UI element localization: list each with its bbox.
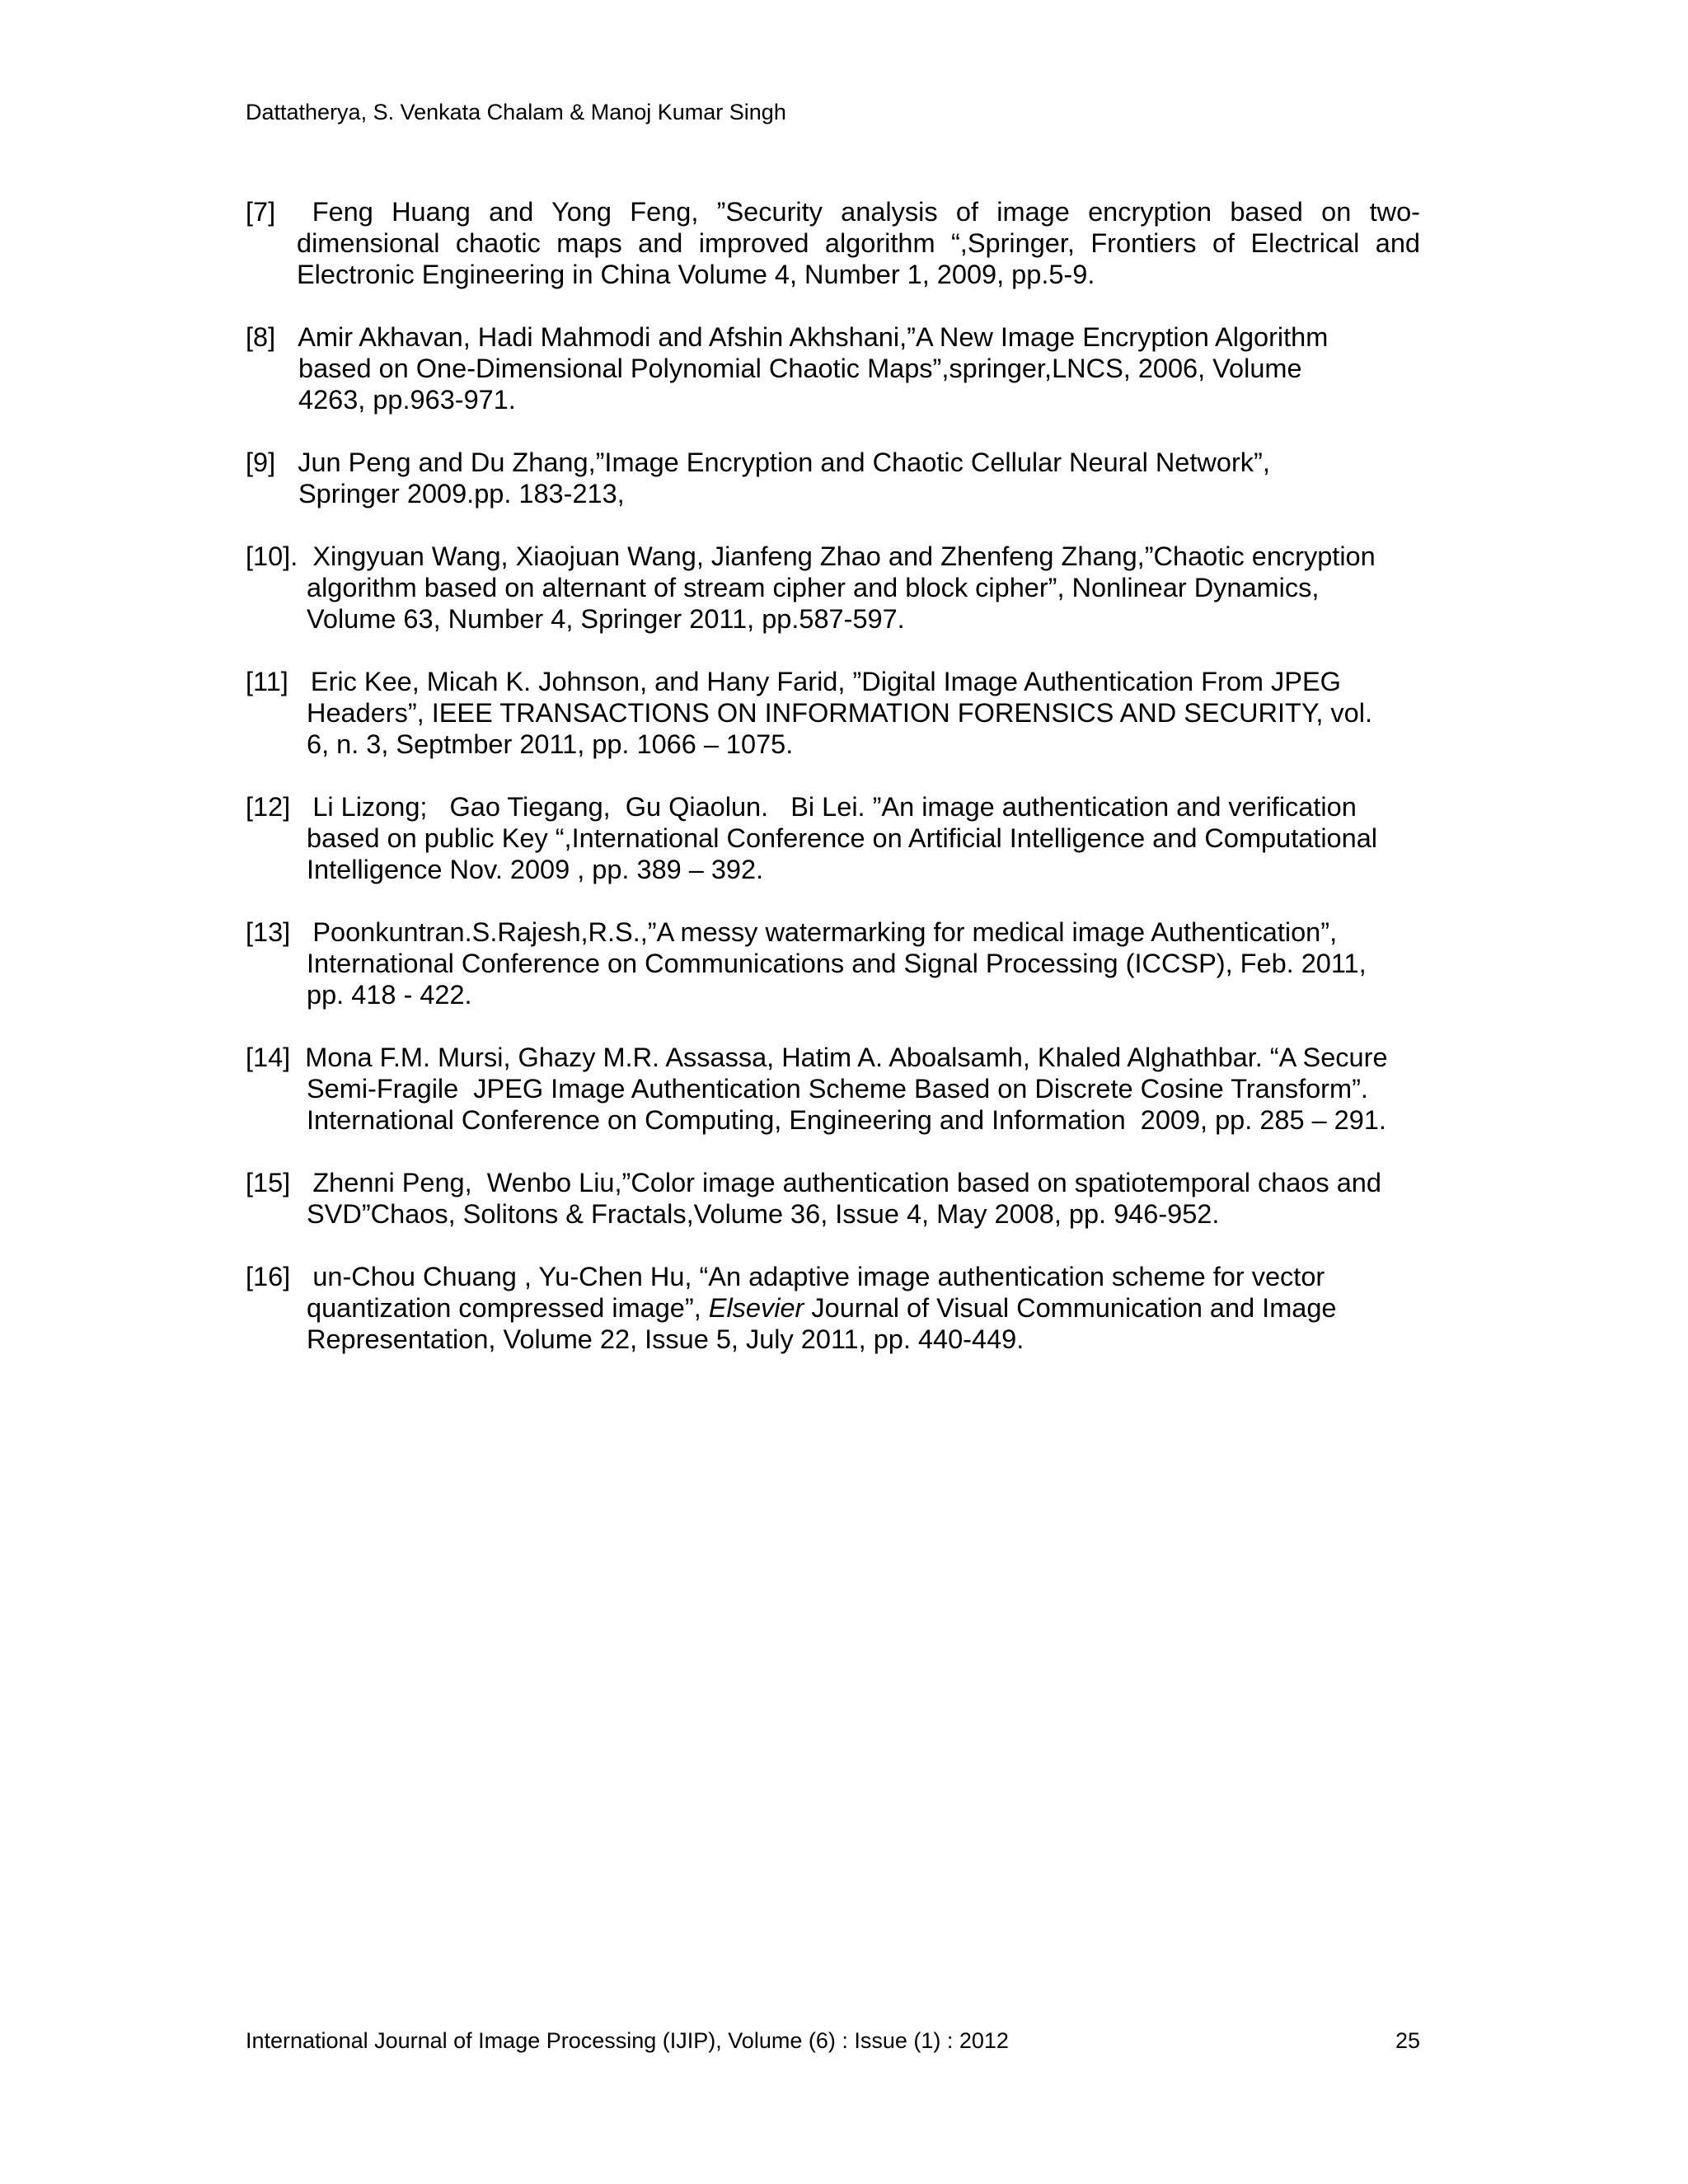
reference-line: Electronic Engineering in China Volume 4, Number 1, 2009, pp.5-9. (297, 260, 1095, 289)
reference-number: [13] (246, 917, 291, 947)
reference-line: 6, n. 3, Septmber 2011, pp. 1066 – 1075. (307, 729, 794, 759)
reference-number: [16] (246, 1262, 291, 1291)
reference-line (246, 791, 1420, 823)
reference-list (246, 196, 1420, 1355)
reference-text: un-Chou Chuang , Yu-Chen Hu, “An adaptive image authentication scheme for vector (312, 1262, 1325, 1291)
reference-line (246, 666, 1420, 697)
reference-line (246, 1167, 1420, 1198)
reference-text: Jun Peng and Du Zhang,”Image Encryption and Chaotic Cellular Neural Network”, (298, 448, 1270, 477)
publisher-italic: Elsevier (708, 1293, 804, 1323)
reference-line (246, 1042, 1420, 1073)
reference-text: Feng Huang and Yong Feng, ”Security analysis of image encryption based on two- (312, 197, 1420, 227)
reference-line: Volume 63, Number 4, Springer 2011, pp.587-597. (307, 604, 905, 634)
reference-item-7 (246, 196, 1420, 290)
reference-number: [11] (246, 667, 288, 696)
reference-line: pp. 418 - 422. (307, 980, 472, 1010)
reference-item-15 (246, 1167, 1420, 1230)
reference-line: International Conference on Computing, Engineering and Information 2009, pp. 285 – 291. (307, 1105, 1386, 1135)
reference-item-16 (246, 1261, 1420, 1355)
footer-journal-citation: International Journal of Image Processing (IJIP), Volume (6) : Issue (1) : 2012 (246, 2028, 1009, 2053)
reference-line (246, 541, 1420, 572)
reference-item-14 (246, 1042, 1420, 1136)
reference-number: [10]. (246, 541, 298, 571)
reference-line: Springer 2009.pp. 183-213, (298, 479, 625, 509)
reference-line: based on public Key “,International Conference on Artificial Intelligence and Computational (307, 823, 1378, 853)
reference-item-10 (246, 541, 1420, 635)
reference-item-11 (246, 666, 1420, 760)
reference-line: algorithm based on alternant of stream cipher and block cipher”, Nonlinear Dynamics, (307, 573, 1320, 602)
reference-number: [8] (246, 322, 276, 352)
reference-line (246, 1261, 1420, 1292)
reference-item-13 (246, 916, 1420, 1010)
reference-line (246, 916, 1420, 948)
reference-text: Poonkuntran.S.Rajesh,R.S.,”A messy watermarking for medical image Authentication”, (312, 917, 1338, 947)
reference-line: Headers”, IEEE TRANSACTIONS ON INFORMATION FORENSICS AND SECURITY, vol. (307, 698, 1373, 728)
reference-line (246, 447, 1420, 478)
reference-item-9 (246, 447, 1420, 509)
reference-text: Amir Akhavan, Hadi Mahmodi and Afshin Akhshani,”A New Image Encryption Algorithm (298, 322, 1329, 352)
reference-line: 4263, pp.963-971. (298, 385, 516, 415)
reference-text: Li Lizong; Gao Tiegang, Gu Qiaolun. Bi Lei. ”An image authentication and verification (312, 792, 1357, 822)
running-head-authors: Dattatherya, S. Venkata Chalam & Manoj Kumar Singh (246, 100, 786, 124)
reference-line: SVD”Chaos, Solitons & Fractals,Volume 36, Issue 4, May 2008, pp. 946-952. (307, 1199, 1220, 1229)
reference-number: [15] (246, 1168, 291, 1197)
reference-line: International Conference on Communications and Signal Processing (ICCSP), Feb. 2011, (307, 949, 1367, 978)
reference-number: [7] (246, 197, 276, 227)
page-number: 25 (1395, 2028, 1420, 2053)
reference-line: Semi-Fragile JPEG Image Authentication Scheme Based on Discrete Cosine Transform”. (307, 1074, 1368, 1104)
reference-number: [9] (246, 448, 276, 477)
reference-line: based on One-Dimensional Polynomial Chaotic Maps”,springer,LNCS, 2006, Volume (298, 354, 1302, 383)
reference-line: Representation, Volume 22, Issue 5, July 2011, pp. 440-449. (307, 1324, 1025, 1354)
reference-item-12 (246, 791, 1420, 885)
reference-line (246, 1292, 1420, 1324)
reference-number: [14] (246, 1043, 291, 1072)
reference-text: quantization compressed image”, (307, 1293, 709, 1323)
reference-line: dimensional chaotic maps and improved algorithm “,Springer, Frontiers of Electrical and (297, 228, 1420, 258)
reference-item-8 (246, 321, 1420, 415)
reference-text: Zhenni Peng, Wenbo Liu,”Color image authentication based on spatiotemporal chaos and (312, 1168, 1381, 1197)
reference-text: Xingyuan Wang, Xiaojuan Wang, Jianfeng Zhao and Zhenfeng Zhang,”Chaotic encryption (312, 541, 1376, 571)
reference-text: Eric Kee, Micah K. Johnson, and Hany Farid, ”Digital Image Authentication From JPEG (310, 667, 1341, 696)
reference-number: [12] (246, 792, 291, 822)
reference-text: Mona F.M. Mursi, Ghazy M.R. Assassa, Hatim A. Aboalsamh, Khaled Alghathbar. “A Secure (305, 1043, 1388, 1072)
reference-line: Intelligence Nov. 2009 , pp. 389 – 392. (307, 855, 764, 884)
reference-text: Journal of Visual Communication and Image (804, 1293, 1337, 1323)
reference-line (246, 196, 1420, 227)
reference-line (246, 321, 1420, 353)
